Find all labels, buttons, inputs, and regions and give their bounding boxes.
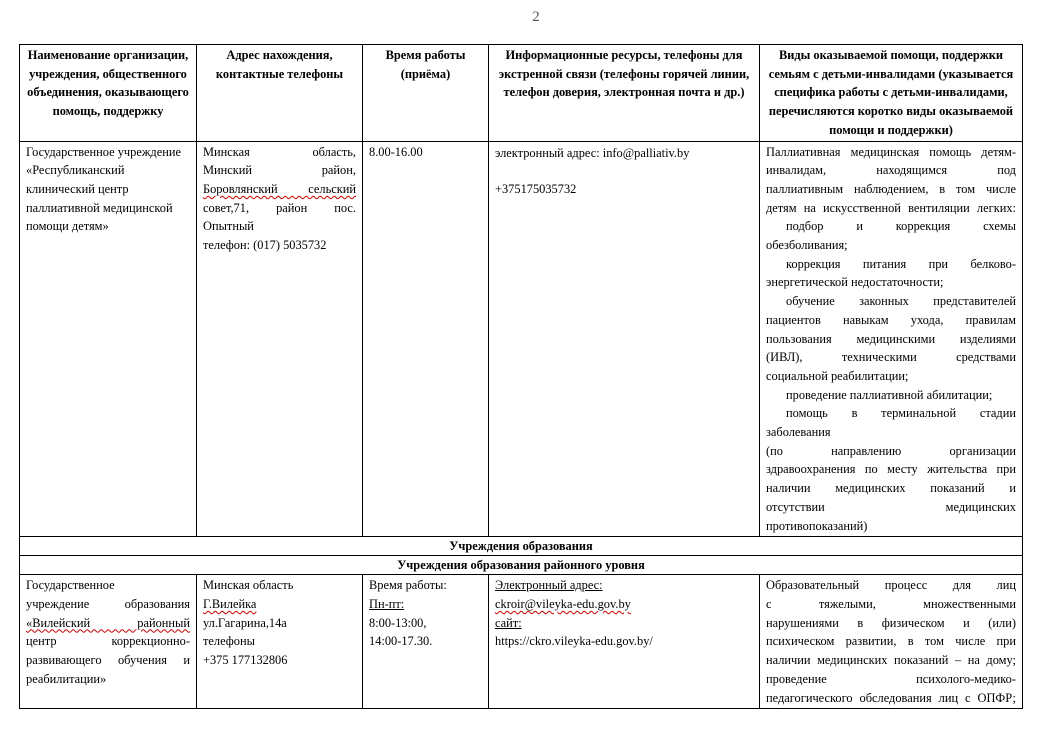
phone-line: +375175035732	[495, 182, 577, 197]
org-line: развивающего обучения и	[26, 653, 190, 668]
website-label: сайт:	[495, 615, 522, 630]
cell-organization	[20, 575, 197, 709]
org-line: центр коррекционно-	[26, 634, 190, 649]
address-line: Боровлянский сельский	[203, 181, 356, 196]
cell-address	[197, 575, 363, 709]
org-line: Государственное	[26, 578, 115, 593]
help-line: проведение паллиативной абилитации;	[786, 387, 993, 402]
address-line: Минская область,	[203, 144, 356, 159]
table-row	[20, 575, 1023, 709]
hours-line: Время работы:	[369, 578, 447, 593]
address-line: Опытный	[203, 219, 254, 234]
help-line: педагогического обследования лиц с ОПФР;	[766, 690, 1016, 705]
help-line: энергетической недостаточности;	[766, 275, 944, 290]
help-line: подбор и коррекция схемы	[786, 219, 1016, 234]
cell-address	[197, 141, 363, 537]
cell-info	[489, 141, 760, 537]
help-line: нарушениями в физическом и (или)	[766, 615, 1016, 630]
email-link[interactable]: ckroir@vileyka-edu.gov.by	[495, 596, 631, 611]
help-line: (ИВЛ), техническими средствами	[766, 350, 1016, 365]
hours-line: 8:00-13:00,	[369, 615, 427, 630]
phone-line: телефон: (017) 5035732	[203, 238, 327, 253]
help-line: Образовательный процесс для лиц	[766, 578, 1016, 593]
help-line: здравоохранения по месту жительства при	[766, 462, 1016, 477]
hours-line: Пн-пт:	[369, 596, 405, 611]
cell-help	[760, 141, 1023, 537]
section-header-row	[20, 537, 1023, 556]
table-row	[20, 141, 1023, 537]
header-help-types: Виды оказываемой помощи, поддержки семьям с детьми-инвалидами (указывается специфика работы с детьми-инвалидами, перечисляются коротко виды оказываемой помощи и поддержки)	[760, 45, 1023, 142]
cell-info	[489, 575, 760, 709]
website-link[interactable]: https://ckro.vileyka-edu.gov.by/	[495, 634, 653, 649]
help-line: проведение психолого-медико-	[766, 671, 1016, 686]
help-line: пациентов навыкам ухода, правилам	[766, 312, 1016, 327]
header-working-hours: Время работы (приёма)	[363, 45, 489, 142]
subsection-title: Учреждения образования районного уровня	[20, 556, 1023, 575]
help-line: инвалидам, находящимся под	[766, 163, 1016, 178]
cell-hours	[363, 141, 489, 537]
email-label: Электронный адрес:	[495, 578, 603, 593]
subsection-header-row	[20, 556, 1023, 575]
help-line: наличии медицинских показаний и	[766, 481, 1016, 496]
help-line: Паллиативная медицинская помощь детям-	[766, 144, 1016, 159]
org-line: «Вилейский районный	[26, 615, 190, 630]
help-line: наличии медицинских показаний – на дому;	[766, 653, 1016, 668]
header-row	[20, 45, 1023, 142]
address-line: телефоны	[203, 634, 255, 649]
help-line: помощь в терминальной стадии	[786, 406, 1016, 421]
help-line: обучение законных представителей	[786, 294, 1016, 309]
org-line: учреждение образования	[26, 596, 190, 611]
help-line: заболевания	[766, 425, 831, 440]
page-number: 2	[532, 9, 540, 25]
address-line: Г.Вилейка	[203, 596, 257, 611]
help-line: противопоказаний)	[766, 518, 868, 533]
help-line: детям на искусственной вентиляции легких:	[766, 200, 1016, 215]
address-line: ул.Гагарина,14а	[203, 615, 287, 630]
help-line: пользования медицинскими изделиями	[766, 331, 1016, 346]
help-line: (по направлению организации	[766, 443, 1016, 458]
email-line: электронный адрес: info@palliativ.by	[495, 145, 690, 160]
org-line: реабилитации»	[26, 671, 107, 686]
header-address: Адрес нахождения, контактные телефоны	[197, 45, 363, 142]
cell-hours	[363, 575, 489, 709]
help-line: обезболивания;	[766, 238, 848, 253]
help-line: отсутствии медицинских	[766, 499, 1016, 514]
help-line: с тяжелыми, множественными	[766, 596, 1016, 611]
hours-line: 14:00-17.30.	[369, 634, 433, 649]
help-line: коррекция питания при белково-	[786, 256, 1016, 271]
org-name: Государственное учреждение «Республиканский клинический центр паллиативной медицинской помощи детям»	[26, 144, 181, 234]
phone-line: +375 177132806	[203, 653, 288, 668]
support-organizations-table	[19, 44, 1023, 709]
address-line: Минский район,	[203, 163, 356, 178]
cell-organization	[20, 141, 197, 537]
help-line: паллиативным наблюдением, в том числе	[766, 181, 1016, 196]
help-line: психическом развитии, в том числе при	[766, 634, 1016, 649]
address-line: совет,71, район пос.	[203, 200, 356, 215]
address-line: Минская область	[203, 578, 294, 593]
help-line: социальной реабилитации;	[766, 368, 909, 383]
working-hours: 8.00-16.00	[369, 144, 423, 159]
header-organization: Наименование организации, учреждения, общественного объединения, оказывающего помощь, поддержку	[20, 45, 197, 142]
cell-help	[760, 575, 1023, 709]
section-title: Учреждения образования	[20, 537, 1023, 556]
header-info-resources: Информационные ресурсы, телефоны для экстренной связи (телефоны горячей линии, телефон доверия, электронная почта и др.)	[489, 45, 760, 142]
